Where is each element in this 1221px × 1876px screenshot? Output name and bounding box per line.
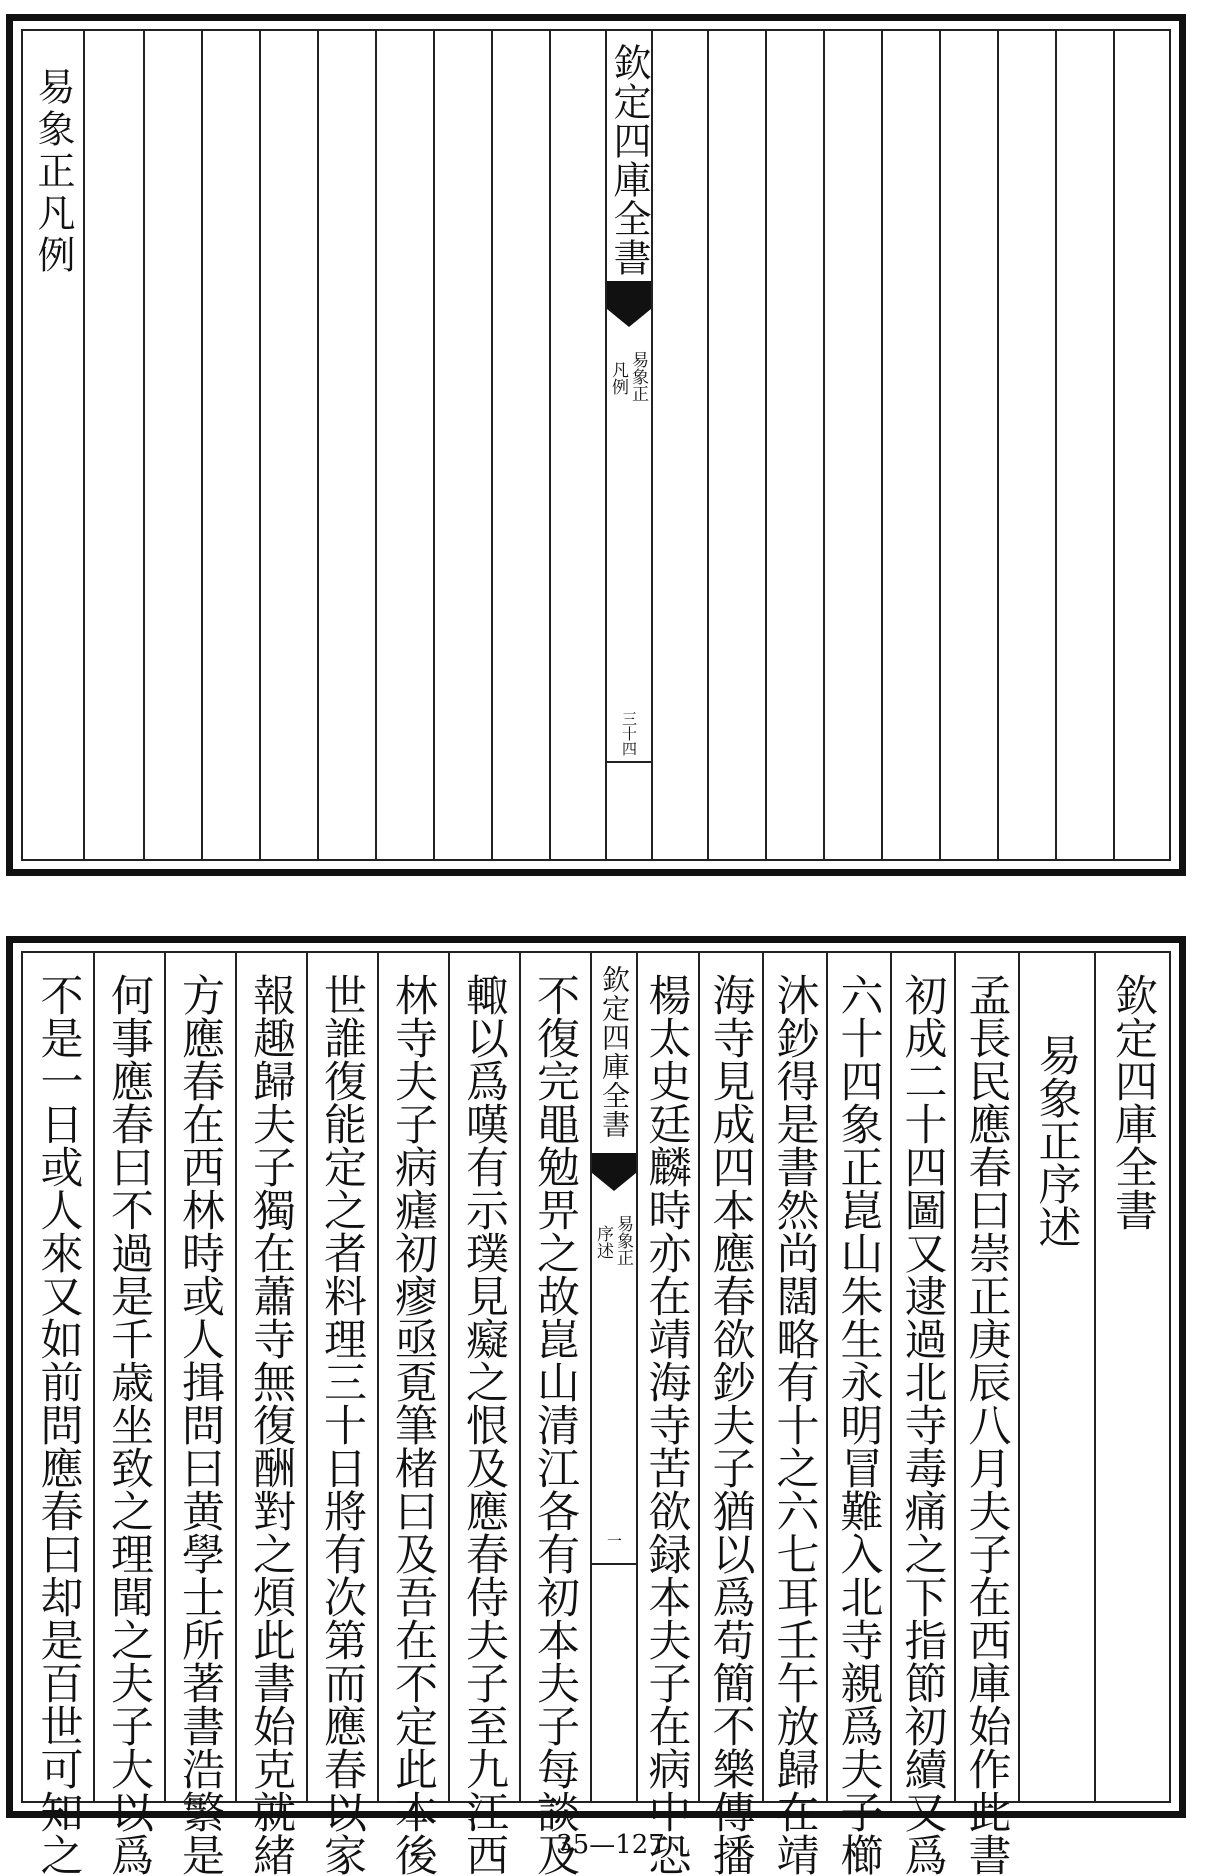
spine-page-number: 一	[605, 1533, 623, 1548]
page-footer-number: 35—127	[556, 1830, 665, 1860]
text-column	[762, 953, 828, 1876]
spine-rule	[607, 761, 651, 763]
top-col-empty	[939, 31, 999, 859]
top-page	[6, 14, 1186, 876]
top-col-empty	[317, 31, 377, 859]
spine-collection-title: 欽定四庫全書	[598, 965, 631, 1139]
top-col-empty	[823, 31, 883, 859]
top-col-empty	[259, 31, 319, 859]
top-col-empty	[549, 31, 605, 859]
column-text: 六十四象正崑山朱生永明冒難入北寺親爲夫子櫛	[833, 973, 884, 1876]
text-column	[698, 953, 764, 1876]
text-column	[826, 953, 892, 1876]
top-col-empty	[1055, 31, 1115, 859]
top-col-empty	[881, 31, 941, 859]
spine-book-title: 易象正	[613, 1215, 633, 1266]
text-column	[519, 953, 590, 1876]
text-column	[93, 953, 166, 1876]
document-header: 欽定四庫全書	[1108, 973, 1158, 1231]
top-col-empty	[83, 31, 145, 859]
spine-book-title: 易象正	[628, 351, 648, 402]
text-column	[634, 953, 700, 1876]
column-text: 不是一日或人來又如前問應春曰却是百世可知之	[33, 973, 84, 1876]
top-col-empty	[143, 31, 203, 859]
top-col-empty	[375, 31, 435, 859]
column-text: 世誰復能定之者料理三十日將有次第而應春以家	[317, 973, 367, 1876]
text-column	[890, 953, 956, 1876]
column-text: 孟長民應春曰崇正庚辰八月夫子在西庫始作此書	[961, 973, 1012, 1876]
text-column	[164, 953, 237, 1876]
text-column	[235, 953, 308, 1876]
column-text: 不復完黽勉畀之故崑山清江各有初本夫子每談及	[530, 973, 580, 1876]
column-text: 報趣歸夫子獨在蕭寺無復酬對之煩此書始克就緒	[246, 973, 296, 1876]
top-col-empty	[997, 31, 1057, 859]
text-column	[23, 953, 95, 1876]
text-column	[448, 953, 521, 1876]
spine-section-title: 凡例	[608, 361, 628, 395]
spine-rule	[592, 1563, 636, 1565]
column-text: 林寺夫子病瘧初瘳亟覔筆楮曰及吾在不定此本後	[388, 973, 438, 1876]
top-col-empty	[707, 31, 767, 859]
column-text: 楊太史廷麟時亦在靖海寺苦欲録本夫子在病中恐	[641, 973, 692, 1876]
spine-section-title: 序述	[593, 1225, 613, 1259]
column-text: 海寺見成四本應春欲鈔夫子猶以爲苟簡不樂傳播	[705, 973, 756, 1876]
spine-page-number: 三十四	[620, 711, 638, 756]
column-text: 輙以爲嘆有示璞見癡之恨及應春侍夫子至九江西	[459, 973, 509, 1876]
column-text: 沐鈔得是書然尚闊略有十之六七耳壬午放歸在靖	[769, 973, 820, 1876]
text-column	[306, 953, 379, 1876]
top-col-empty	[201, 31, 261, 859]
top-col-empty	[1113, 31, 1171, 859]
top-col-empty	[765, 31, 825, 859]
top-col-empty	[491, 31, 551, 859]
fish-tail-mark	[592, 1153, 636, 1173]
column-text: 初成二十四圖又逮過北寺毒痛之下指節初續又爲	[897, 973, 948, 1876]
top-col-title	[23, 31, 85, 859]
fish-tail-mark	[607, 281, 651, 309]
top-page-frame	[21, 29, 1171, 861]
spine-collection-title: 欽定四庫全書	[607, 43, 651, 277]
top-col-empty	[433, 31, 493, 859]
top-spine	[605, 31, 653, 859]
bottom-spine	[590, 953, 638, 1801]
subtitle-column	[1018, 953, 1096, 1801]
column-text: 方應春在西林時或人揖問曰黄學士所著書浩繁是	[175, 973, 225, 1876]
column-text: 何事應春曰不過是千歳坐致之理聞之夫子大以爲	[104, 973, 154, 1876]
text-column	[377, 953, 450, 1876]
text-column	[954, 953, 1020, 1876]
top-col-empty	[649, 31, 709, 859]
top-page-title: 易象正凡例	[31, 67, 75, 277]
document-subtitle: 易象正序述	[1031, 1033, 1082, 1248]
header-column	[1094, 953, 1171, 1801]
